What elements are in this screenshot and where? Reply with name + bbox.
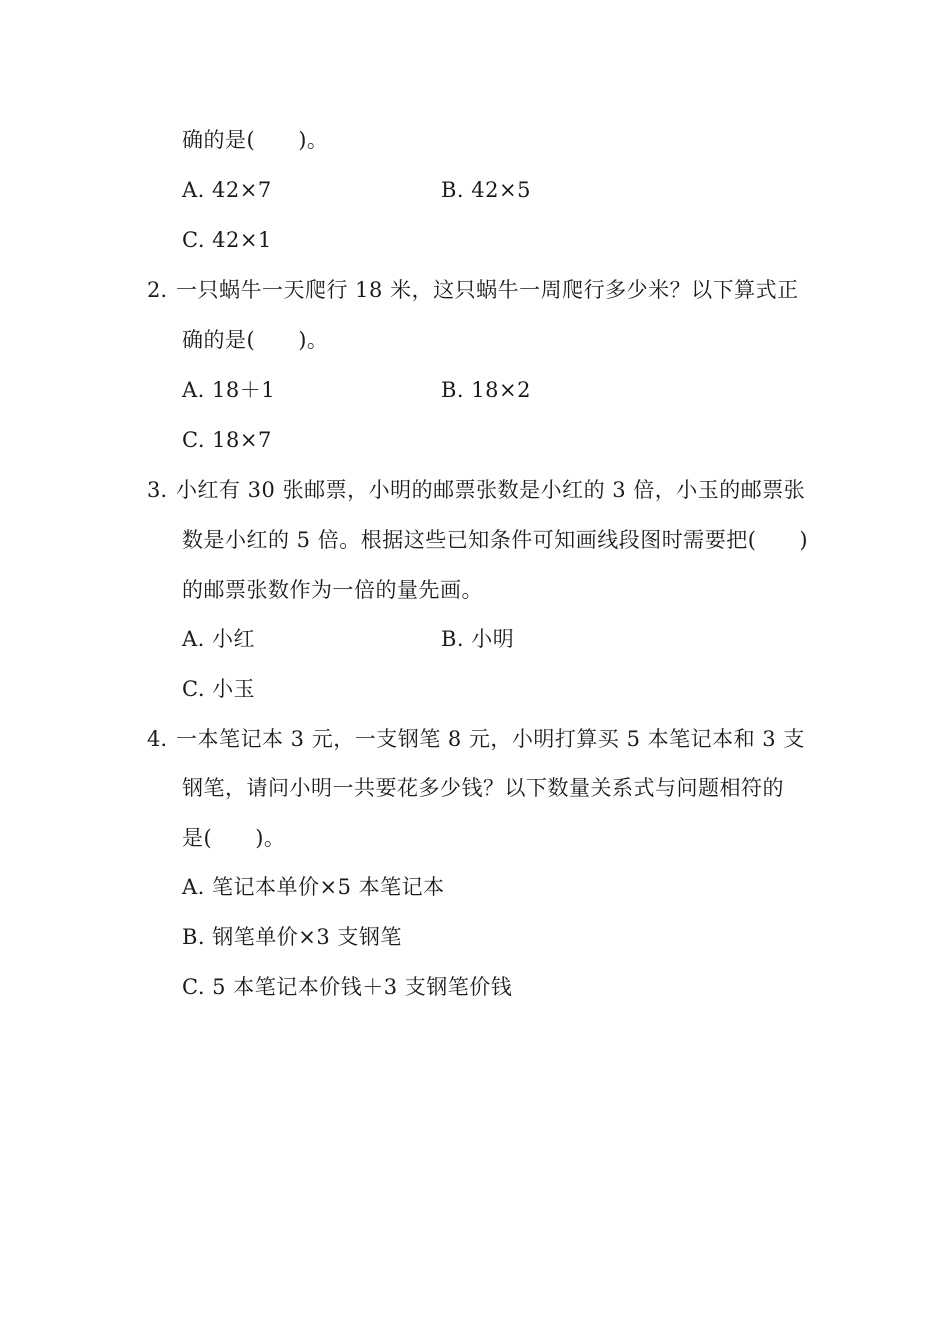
q2-option-b: B. 18×2 [441, 378, 531, 402]
q3-option-a: A. 小红 [182, 627, 256, 651]
q3-stem-line3: 的邮票张数作为一倍的量先画。 [182, 578, 483, 602]
q4-number: 4. [147, 727, 168, 751]
q1-option-a: A. 42×7 [182, 178, 272, 202]
q3-stem-line2: 数是小红的 5 倍。根据这些已知条件可知画线段图时需要把( ) [182, 528, 809, 552]
q4-option-a: A. 笔记本单价×5 本笔记本 [182, 875, 445, 899]
q2-option-c: C. 18×7 [182, 428, 272, 452]
q3-option-c: C. 小玉 [182, 677, 256, 701]
q3-option-b: B. 小明 [441, 627, 515, 651]
q1-stem-continued: 确的是( )。 [182, 128, 329, 152]
q4-option-c: C. 5 本笔记本价钱＋3 支钢笔价钱 [182, 975, 513, 999]
q4-stem-line3: 是( )。 [182, 826, 286, 850]
q3-number: 3. [147, 478, 168, 502]
q4-stem-line2: 钢笔，请问小明一共要花多少钱？以下数量关系式与问题相符的 [182, 776, 784, 800]
q1-option-c: C. 42×1 [182, 228, 272, 252]
q2-number: 2. [147, 278, 168, 302]
q2-option-a: A. 18＋1 [182, 378, 276, 402]
q3-stem-line1: 小红有 30 张邮票，小明的邮票张数是小红的 3 倍，小玉的邮票张 [176, 478, 806, 502]
q2-stem-line1: 一只蜗牛一天爬行 18 米，这只蜗牛一周爬行多少米？以下算式正 [176, 278, 799, 302]
q4-stem-line1: 一本笔记本 3 元，一支钢笔 8 元，小明打算买 5 本笔记本和 3 支 [176, 727, 805, 751]
q2-stem-line2: 确的是( )。 [182, 328, 329, 352]
q4-option-b: B. 钢笔单价×3 支钢笔 [182, 925, 402, 949]
q1-option-b: B. 42×5 [441, 178, 531, 202]
